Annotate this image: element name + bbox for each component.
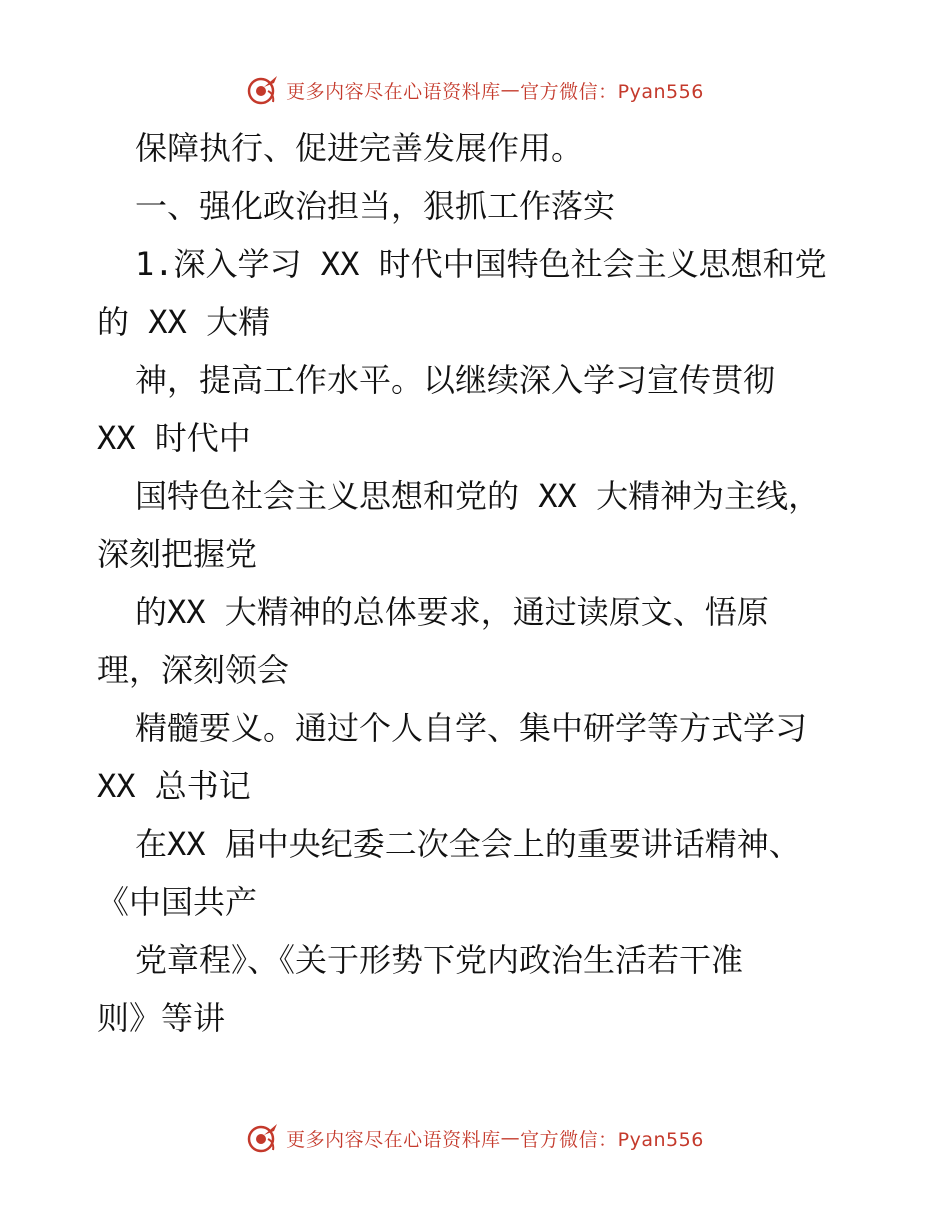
watermark-banner-top xyxy=(0,70,950,110)
brand-logo-icon xyxy=(246,73,280,107)
text-line: 的XX 大精神的总体要求，通过读原文、悟原 xyxy=(135,593,769,631)
text-line: 《中国共产 xyxy=(97,883,258,921)
text-line: 保障执行、促进完善发展作用。 xyxy=(135,129,584,167)
watermark-wechat-text: 官方微信：Pyan556 xyxy=(520,80,704,103)
text-line: XX 总书记 xyxy=(97,767,251,805)
text-line: 的 XX 大精 xyxy=(97,303,271,341)
text-line: 国特色社会主义思想和党的 XX 大精神为主线， xyxy=(135,477,821,515)
text-line: 深刻把握党 xyxy=(97,535,258,573)
watermark-separator: — xyxy=(500,1127,521,1149)
text-line: 则》等讲 xyxy=(97,999,226,1037)
text-line: XX 时代中 xyxy=(97,419,251,457)
watermark-separator: — xyxy=(500,79,521,101)
watermark-main-text: 更多内容尽在心语资料库 xyxy=(286,80,501,103)
section-heading: 一、强化政治担当，狠抓工作落实 xyxy=(135,187,616,225)
text-line: 1.深入学习 XX 时代中国特色社会主义思想和党 xyxy=(135,245,827,283)
brand-logo-icon xyxy=(246,1121,280,1155)
text-line: 党章程》、《关于形势下党内政治生活若干准 xyxy=(135,941,744,979)
text-line: 在XX 届中央纪委二次全会上的重要讲话精神、 xyxy=(135,825,801,863)
text-line: 理，深刻领会 xyxy=(97,651,290,689)
watermark-main-text: 更多内容尽在心语资料库 xyxy=(286,1128,501,1151)
text-line: 精髓要义。通过个人自学、集中研学等方式学习 xyxy=(135,709,808,747)
watermark-wechat-text: 官方微信：Pyan556 xyxy=(520,1128,704,1151)
watermark-banner-bottom xyxy=(0,1118,950,1158)
text-line: 神，提高工作水平。以继续深入学习宣传贯彻 xyxy=(135,361,776,399)
